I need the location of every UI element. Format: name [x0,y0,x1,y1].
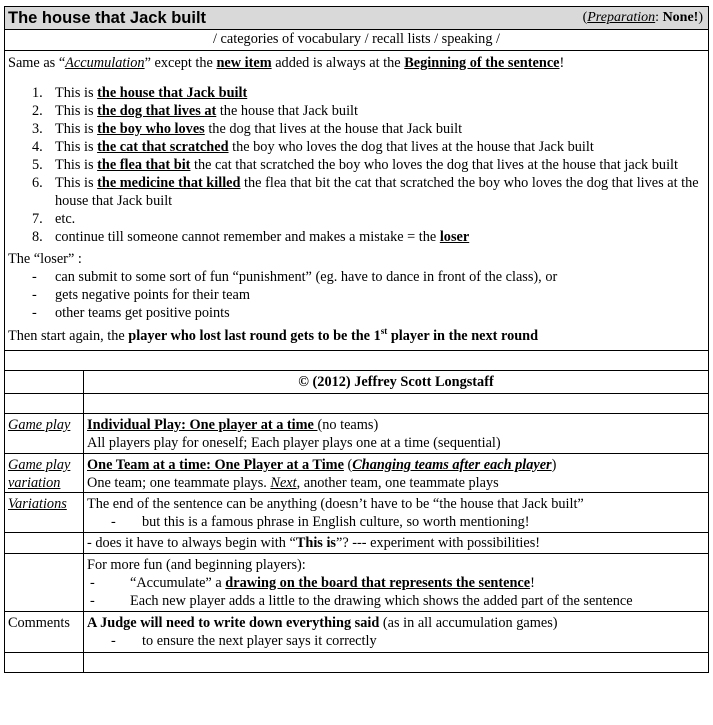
step-lead: This is [55,139,98,155]
activity-table [4,6,709,673]
drawing-bullet-part-1: “Accumulate” a [130,575,226,591]
intro-part-1: Same as “ [8,55,66,71]
variations-line-2-part-1: - does it have to always begin with “ [87,535,296,551]
ordinal-suffix: st [380,326,388,337]
step-rest: the flea that bit the cat that scratched the boy who loves the dog that lives at the house that Jack built [55,175,699,209]
intro-sentence [8,52,705,74]
variations-line-3: For more fun (and beginning players): [87,557,306,573]
restart-sentence [8,327,705,345]
step-new-item: the boy who loves [97,121,205,137]
comments-label: Comments [8,615,70,631]
loser-option: - other teams get positive points [32,305,230,321]
game-play-variation-row [5,454,709,493]
intro-part-4: ! [559,55,565,71]
sentence-step [8,84,705,102]
variations-line-2-part-2: ”? --- experiment with possibilities! [335,535,541,551]
header-row [5,7,709,30]
comments-row [5,612,709,653]
step-number: 7. [32,211,43,227]
loser-option-text: gets negative points for their team [55,287,250,303]
step-number: 2. [32,103,43,119]
game-play-label: Game play [8,417,71,433]
step-lead: etc. [55,211,76,227]
paren-open: ( [343,457,353,473]
sentence-step [8,228,705,246]
step-number: 6. [32,175,43,191]
variations-row-1 [5,493,709,533]
each-player-bullet: - Each new player adds a little to the drawing which shows the added part of the sentence [90,593,633,609]
game-play-title [87,416,705,434]
game-play-row [5,414,709,454]
variations-label: Variations [8,496,67,512]
sentence-step [8,156,705,174]
step-new-item: the cat that scratched [97,139,229,155]
intro-part-2: ” except the [144,55,217,71]
step-lead: This is [55,175,98,191]
no-teams-note: (no teams) [317,417,379,433]
step-number: 1. [32,85,43,101]
step-lead: This is [55,85,98,101]
step-rest: the boy who loves the dog that lives at the house that Jack built [228,139,594,155]
variations-sub-1: - but this is a famous phrase in English culture, so worth mentioning! [111,514,530,530]
variation-description [87,474,705,492]
copyright-cell [84,371,709,394]
step-rest: the dog that lives at the house that Jack built [204,121,463,137]
step-number: 8. [32,229,43,245]
preparation-note: (Preparation: None!) [582,10,704,25]
individual-play-title: Individual Play: One player at a time [87,417,318,433]
loser-heading: The “loser” : [8,251,82,267]
restart-part-1: Then start again, the [8,328,129,344]
empty-label-cell [5,394,84,414]
drawing-bullet-part-3: ! [530,575,535,591]
categories-line: / categories of vocabulary / recall lists / speaking / [5,30,709,51]
step-rest: the house that Jack built [216,103,358,119]
comments-sub-text: to ensure the next player says it correctly [142,633,377,649]
step-new-item: the flea that bit [97,157,191,173]
variation-label-1: Game play [8,457,71,473]
intro-part-3: added is always at the [271,55,405,71]
variations-row-2 [5,533,709,554]
variation-desc-part-1: One team; one teammate plays. [87,475,271,491]
restart-bold-1: player who lost last round gets to be the 1 [128,328,381,344]
sentence-steps-list [8,84,705,246]
step-number: 4. [32,139,43,155]
step-new-item: the dog that lives at [97,103,217,119]
footer-cell [84,653,709,673]
game-play-description: All players play for oneself; Each player plays one at a time (sequential) [87,435,501,451]
variations-sub-1-text: but this is a famous phrase in English culture, so worth mentioning! [142,514,530,530]
sentence-step [8,102,705,120]
empty-cell [84,394,709,414]
copyright: © (2012) Jeffrey Scott Longstaff [298,374,494,390]
loser-option-text: can submit to some sort of fun “punishment” (eg. have to dance in front of the class), or [55,269,558,285]
preparation-colon: : [655,10,660,25]
step-number: 3. [32,121,43,137]
comments-sub: - to ensure the next player says it correctly [111,633,377,649]
loser-option: - gets negative points for their team [32,287,250,303]
variations-row-3 [5,554,709,612]
copyright-label-cell [5,371,84,394]
step-new-item: the medicine that killed [97,175,241,191]
step-new-item: the house that Jack built [97,85,248,101]
restart-bold-2: player in the next round [387,328,539,344]
variation-desc-part-2: , another team, one teammate plays [296,475,499,491]
page-title: The house that Jack built [8,9,207,27]
step-lead: This is [55,121,98,137]
drawing-bullet: - “Accumulate” a drawing on the board that represents the sentence! [90,575,535,591]
loser-option-text: other teams get positive points [55,305,230,321]
variations-line-1: The end of the sentence can be anything (doesn’t have to be “the house that Jack built” [87,496,584,512]
variation-label-2: variation [8,475,61,491]
each-player-text: Each new player adds a little to the drawing which shows the added part of the sentence [130,593,633,609]
judge-note: A Judge will need to write down everything said [87,615,380,631]
step-number: 5. [32,157,43,173]
team-play-title: One Team at a time: One Player at a Time [87,457,344,473]
preparation-value: None! [662,10,699,25]
sentence-step [8,210,705,228]
sentence-step [8,138,705,156]
beginning-term: Beginning of the sentence [404,55,560,71]
drawing-term: drawing on the board that represents the sentence [225,575,531,591]
new-item-term: new item [216,55,272,71]
sentence-step [8,174,705,210]
variation-title [87,456,705,474]
this-is-term: This is [295,535,336,551]
comments-rest: (as in all accumulation games) [379,615,558,631]
comments-line [87,614,705,632]
loser-options-list [8,268,705,322]
changing-teams-note: Changing teams after each player [352,457,552,473]
accumulation-link: Accumulation [65,55,145,71]
footer-label-cell [5,653,84,673]
spacer [8,74,705,84]
step-lead: This is [55,157,98,173]
description-cell [5,51,709,351]
step-rest: the cat that scratched the boy who loves the dog that lives at the house that jack built [190,157,678,173]
next-term: Next [270,475,297,491]
paren-close: ) [551,457,557,473]
blank-row [5,351,709,371]
preparation-label: Preparation [587,10,656,25]
loser-option: - can submit to some sort of fun “punishment” (eg. have to dance in front of the class), or [32,269,558,285]
step-lead: This is [55,103,98,119]
step-lead: continue till someone cannot remember and makes a mistake = the [55,229,440,245]
sentence-step [8,120,705,138]
step-new-item: loser [439,229,470,245]
